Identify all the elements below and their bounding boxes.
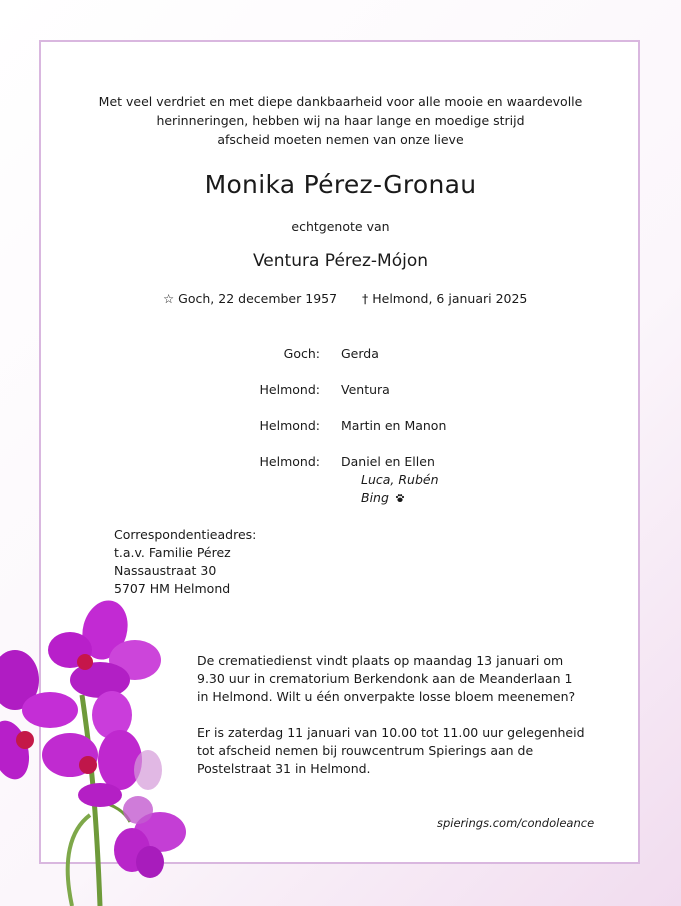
- service-info: [197, 652, 585, 778]
- paw-print-icon: [395, 493, 405, 503]
- intro-text: [0, 92, 681, 149]
- service-line: 9.30 uur in crematorium Berkendonk aan de Meanderlaan 1: [197, 671, 573, 686]
- address-line: Nassaustraat 30: [114, 563, 217, 578]
- intro-line: Met veel verdriet en met diepe dankbaarheid voor alle mooie en waardevolle: [98, 94, 583, 109]
- spouse-label: echtgenote van: [291, 219, 390, 234]
- deceased-name: Monika Pérez-Gronau: [204, 170, 477, 199]
- family-names: Ventura: [341, 382, 390, 397]
- condolence-link[interactable]: spierings.com/condoleance: [437, 816, 595, 830]
- service-line: De crematiedienst vindt plaats op maandag 13 januari om: [197, 653, 564, 668]
- grandchildren-names: [361, 489, 405, 507]
- pet-name: Bing: [361, 490, 389, 505]
- grandchildren-names: Luca, Rubén: [361, 472, 439, 487]
- address-line: t.a.v. Familie Pérez: [114, 545, 231, 560]
- death-date: † Helmond, 6 januari 2025: [362, 291, 528, 306]
- orchid-illustration: [0, 600, 200, 906]
- address-line: 5707 HM Helmond: [114, 581, 231, 596]
- orchid-flower-icon: [48, 600, 161, 698]
- spouse-name: Ventura Pérez-Mójon: [253, 251, 428, 271]
- service-line: in Helmond. Wilt u één onverpakte losse bloem meenemen?: [197, 689, 576, 704]
- farewell-line: Postelstraat 31 in Helmond.: [197, 761, 371, 776]
- farewell-line: Er is zaterdag 11 januari van 10.00 tot 11.00 uur gelegenheid: [197, 725, 585, 740]
- family-place: Helmond:: [259, 418, 320, 433]
- correspondence-address: [114, 526, 256, 598]
- intro-line: herinneringen, hebben wij na haar lange en moedige strijd: [156, 113, 525, 128]
- family-names: Gerda: [341, 346, 379, 361]
- birth-date: ☆ Goch, 22 december 1957: [163, 291, 338, 306]
- family-place: Helmond:: [259, 454, 320, 469]
- family-names: Daniel en Ellen: [341, 454, 435, 469]
- family-names: Martin en Manon: [341, 418, 447, 433]
- family-place: Helmond:: [259, 382, 320, 397]
- farewell-line: tot afscheid nemen bij rouwcentrum Spierings aan de: [197, 743, 534, 758]
- intro-line: afscheid moeten nemen van onze lieve: [217, 132, 464, 147]
- family-place: Goch:: [283, 346, 320, 361]
- address-line: Correspondentieadres:: [114, 527, 257, 542]
